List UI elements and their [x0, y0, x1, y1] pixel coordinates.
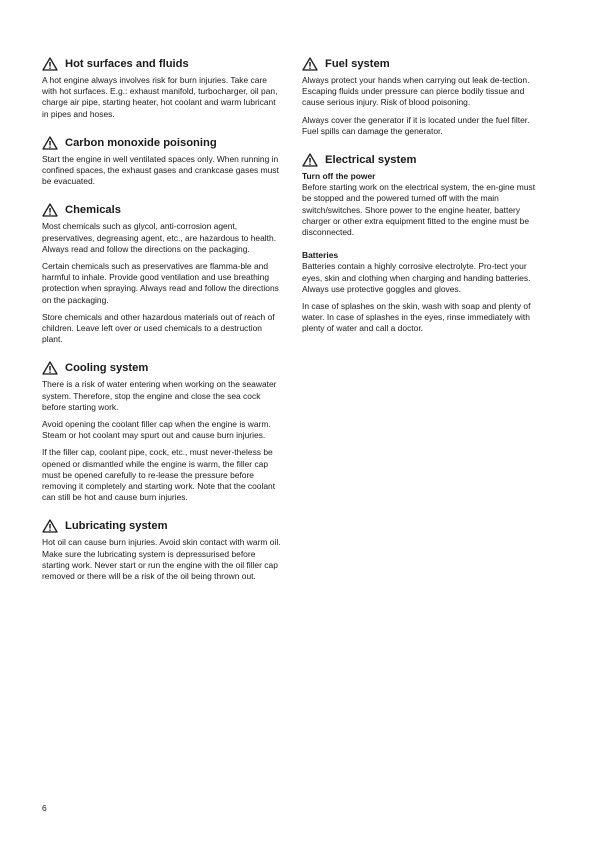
body-paragraph: There is a risk of water entering when working on the seawater system. Therefore, stop the engine and close the sea cock before starting work. — [42, 379, 277, 412]
body-paragraph: Always protect your hands when carrying out leak de-tection. Escaping fluids under pressure can pierce bodily tissue and cause serious injury. Risk of blood poisoning. — [302, 75, 530, 108]
subsection-title: Turn off the power — [302, 171, 376, 182]
body-paragraph: Batteries contain a highly corrosive electrolyte. Pro-tect your eyes, skin and clothing when charging and handing batteries. Always use protective goggles and gloves. — [302, 261, 531, 294]
safety-section — [302, 57, 540, 137]
section-title: Fuel system — [325, 58, 390, 70]
warning-triangle-icon — [302, 57, 318, 71]
warning-triangle-icon — [42, 519, 58, 533]
body-paragraph: Most chemicals such as glycol, anti-corrosion agent, preservatives, degreasing agent, etc., are hazardous to health. Always read and follow the directions on the packaging. — [42, 221, 277, 254]
warning-triangle-icon — [42, 203, 58, 217]
section-title: Cooling system — [65, 362, 149, 375]
section-heading — [42, 203, 282, 217]
right-column — [302, 57, 540, 351]
safety-section — [42, 519, 282, 582]
warning-triangle-icon — [42, 57, 58, 71]
body-paragraph: A hot engine always involves risk for burn injuries. Take care with hot surfaces. E.g.: exhaust manifold, turbocharger, oil pan, charge air pipe, starting heater, hot coolant and warm lubricant in pipes and hoses. — [42, 75, 278, 119]
section-title: Chemicals — [65, 204, 121, 217]
body-paragraph: In case of splashes on the skin, wash with soap and plenty of water. In case of splashes in the eyes, rinse immediately with plenty of water and call a doctor. — [302, 301, 531, 334]
body-paragraph: Always cover the generator if it is located under the fuel filter. Fuel spills can damage the generator. — [302, 114, 530, 136]
left-column — [42, 57, 282, 598]
section-title: Hot surfaces and fluids — [65, 58, 189, 70]
body-paragraph: Store chemicals and other hazardous materials out of reach of children. Leave left over or used chemicals to a destruction plant. — [42, 311, 275, 345]
body-paragraph: Certain chemicals such as preservatives are flamma-ble and harmful to inhale. Provide good ventilation and use breathing protection when spraying. Always read and follow the directions on the packaging. — [42, 261, 279, 305]
section-heading — [302, 153, 540, 167]
subsection-title: Batteries — [302, 250, 339, 261]
warning-triangle-icon — [42, 136, 58, 150]
body-paragraph: If the filler cap, coolant pipe, cock, etc., must never-theless be opened or dismantled while the engine is warm, the filler cap must be opened carefully to re-lease the pressure before removing it completely and starting work. Note that the coolant can still be hot and cause burn injuries. — [42, 447, 276, 503]
section-heading — [42, 519, 282, 533]
safety-section — [302, 153, 540, 335]
section-title: Electrical system — [325, 154, 417, 167]
body-paragraph: Avoid opening the coolant filler cap when the engine is warm. Steam or hot coolant may spurt out and cause burn injuries. — [42, 419, 271, 441]
safety-section — [42, 203, 282, 345]
safety-section — [42, 361, 282, 503]
body-paragraph: Before starting work on the electrical system, the en-gine must be stopped and the powered turned off with the main switch/switches. Shore power to the engine heater, battery charger or other extra equipment fitted to the engine must be disconnected. — [302, 182, 536, 238]
body-paragraph: Start the engine in well ventilated spaces only. When running in confined spaces, the exhaust gases and crankcase gases must be evacuated. — [42, 153, 279, 187]
section-title: Carbon monoxide poisoning — [65, 136, 217, 149]
section-heading — [42, 57, 282, 71]
body-paragraph: Hot oil can cause burn injuries. Avoid skin contact with warm oil. Make sure the lubricating system is depressurised before starting work. Never start or run the engine with the oil filler cap removed or there will be a risk of the oil being thrown out. — [42, 537, 281, 582]
section-heading — [42, 136, 282, 150]
section-heading — [42, 361, 282, 375]
section-title: Lubricating system — [65, 520, 168, 533]
safety-section — [42, 136, 282, 188]
safety-section — [42, 57, 282, 120]
warning-triangle-icon — [42, 361, 58, 375]
warning-triangle-icon — [302, 153, 318, 167]
page-number: 6 — [42, 803, 47, 813]
section-heading — [302, 57, 540, 71]
